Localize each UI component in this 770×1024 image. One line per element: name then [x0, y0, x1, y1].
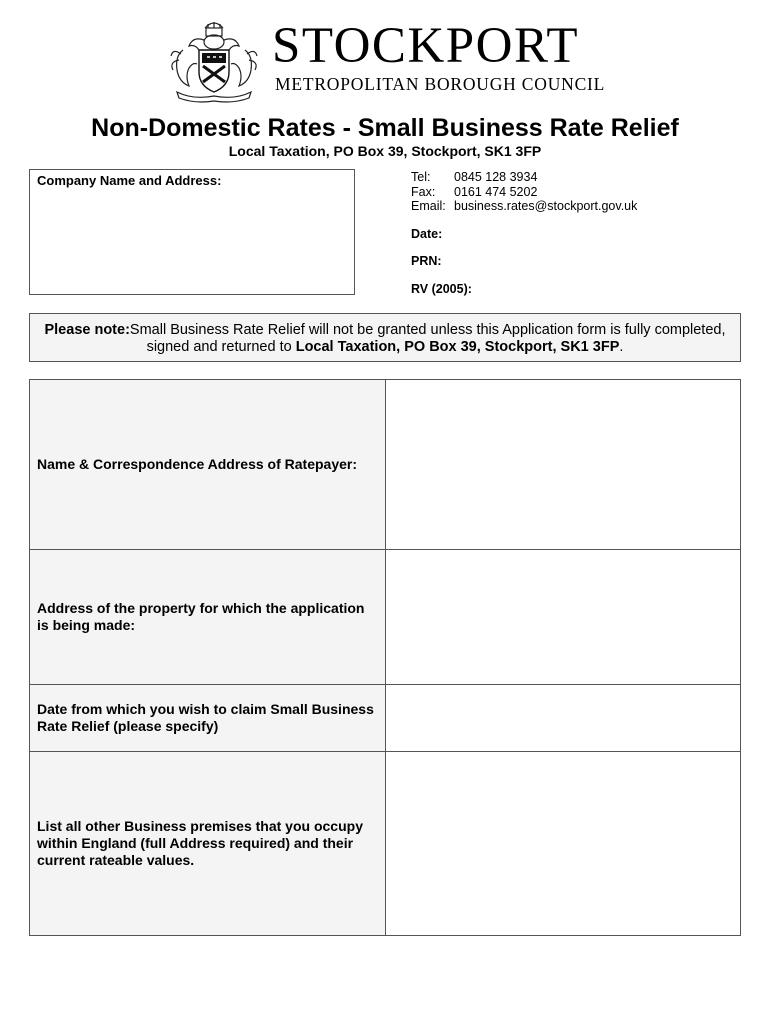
claim-date-input[interactable] — [386, 685, 740, 751]
form-row-property — [30, 550, 740, 685]
contact-info — [411, 170, 637, 296]
form-row-ratepayer — [30, 380, 740, 550]
claim-date-label: Date from which you wish to claim Small Business Rate Relief (please specify) — [30, 685, 386, 751]
form-row-other-premises — [30, 752, 740, 935]
application-form-table — [29, 379, 741, 936]
note-lead: Please note: — [44, 322, 130, 338]
other-premises-input[interactable] — [386, 752, 740, 935]
note-end: . — [619, 339, 624, 355]
fax-label: Fax: — [411, 184, 436, 199]
ratepayer-label: Name & Correspondence Address of Ratepayer: — [30, 380, 386, 549]
date-label: Date: — [411, 226, 443, 241]
form-row-claim-date — [30, 685, 740, 752]
email-value[interactable]: business.rates@stockport.gov.uk — [454, 199, 638, 213]
rv-label: RV (2005): — [411, 281, 472, 296]
email-row — [411, 199, 637, 214]
note-address: Local Taxation, PO Box 39, Stockport, SK1 3FP — [295, 339, 620, 355]
council-subtitle: METROPOLITAN BOROUGH COUNCIL — [275, 74, 606, 94]
email-label: Email: — [411, 199, 446, 213]
fax-value: 0161 474 5202 — [454, 184, 538, 199]
please-note-box — [29, 313, 741, 362]
council-crest-logo — [163, 16, 265, 104]
tel-value: 0845 128 3934 — [454, 170, 538, 184]
company-name-address-box[interactable] — [29, 169, 355, 295]
office-address: Local Taxation, PO Box 39, Stockport, SK1 3FP — [228, 143, 542, 159]
prn-label: PRN: — [411, 254, 442, 268]
council-name: STOCKPORT — [272, 18, 580, 74]
fax-row — [411, 185, 637, 200]
other-premises-label: List all other Business premises that you occupy within England (full Address required) and their current rateable values. — [30, 752, 386, 935]
property-address-label: Address of the property for which the application is being made: — [30, 550, 386, 684]
company-name-address-label: Company Name and Address: — [37, 173, 222, 188]
tel-row — [411, 170, 637, 185]
property-address-input[interactable] — [386, 550, 740, 684]
note-text: Small Business Rate Relief will not be granted unless this Application form is fully completed, signed and returned to — [129, 322, 726, 355]
tel-label: Tel: — [411, 170, 431, 184]
ratepayer-input[interactable] — [386, 380, 740, 549]
page-title: Non-Domestic Rates - Small Business Rate Relief — [91, 114, 679, 142]
